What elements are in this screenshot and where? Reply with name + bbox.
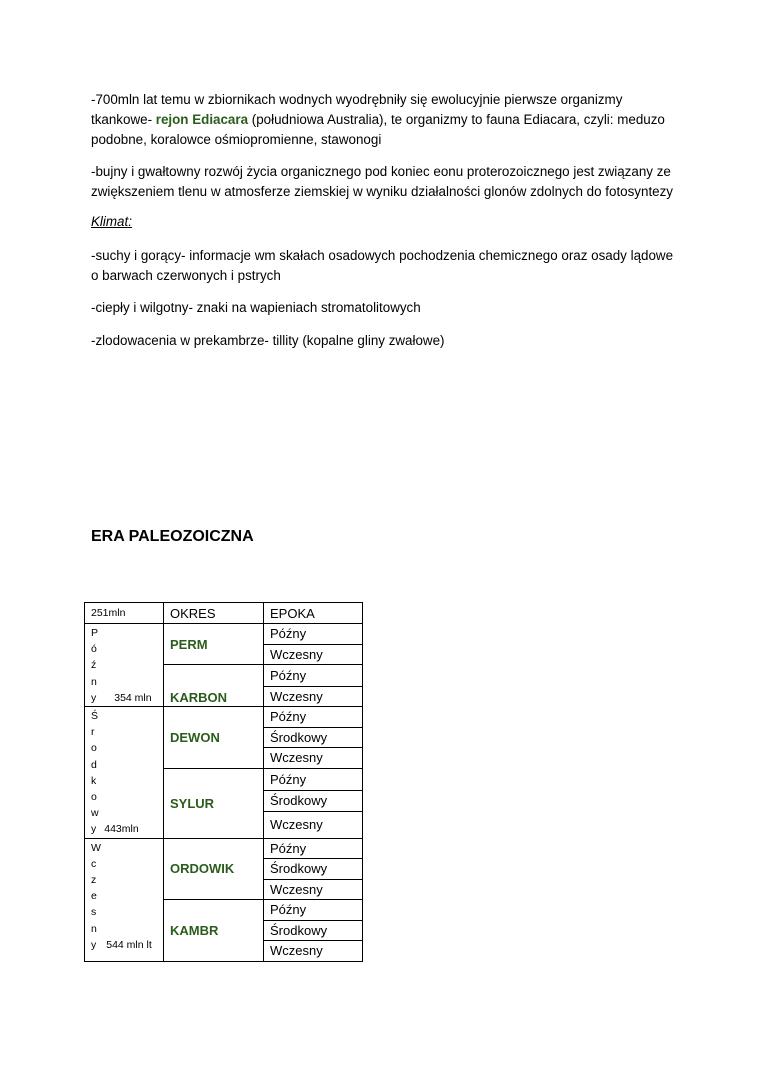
table-row <box>85 707 363 728</box>
period-dewon: DEWON <box>164 707 264 769</box>
vertical-letter: Ś <box>91 710 99 723</box>
table-row <box>85 838 363 859</box>
epoch-cell: Środkowy <box>264 791 363 812</box>
epoch-cell: Środkowy <box>264 859 363 880</box>
paragraph-climat-dry: -suchy i gorący- informacje wm skałach osadowych pochodzenia chemicznego oraz osady lądowe o barwach czerwonych i pstrych <box>91 248 674 283</box>
boundary-age: 544 mln lt <box>106 938 152 951</box>
epoch-cell: Wczesny <box>264 811 363 838</box>
epoch-cell: Późny <box>264 665 363 687</box>
epoch-cell: Późny <box>264 624 363 645</box>
vertical-letter: o <box>91 742 97 755</box>
vertical-letter: w <box>91 807 99 820</box>
group-pozny <box>85 624 164 707</box>
boundary-age: 443mln <box>104 823 139 836</box>
vertical-letter: n <box>91 675 97 688</box>
epoch-cell: Wczesny <box>264 686 363 707</box>
group-srodkowy <box>85 707 164 839</box>
header-okres: OKRES <box>164 603 264 624</box>
epoch-cell: Środkowy <box>264 920 363 941</box>
vertical-letter: k <box>91 774 97 787</box>
vertical-letter: y <box>91 938 97 951</box>
group-wczesny <box>85 838 164 961</box>
vertical-letter: W <box>91 841 101 854</box>
period-perm: PERM <box>164 624 264 665</box>
vertical-letter: e <box>91 890 97 903</box>
vertical-letter: y <box>91 691 97 704</box>
epoch-cell: Wczesny <box>264 644 363 665</box>
vertical-letter: ó <box>91 643 97 656</box>
epoch-cell: Środkowy <box>264 727 363 748</box>
epoch-cell: Późny <box>264 900 363 921</box>
epoch-cell: Wczesny <box>264 879 363 900</box>
paragraph-text: -700mln lat temu w zbiornikach wodnych wyodrębniły się ewolucyjnie pierwsze organizmy tkankowe- <box>91 92 623 127</box>
vertical-letter: n <box>91 922 97 935</box>
epoch-cell: Późny <box>264 838 363 859</box>
epoch-cell: Późny <box>264 768 363 791</box>
klimat-heading: Klimat: <box>91 214 132 229</box>
highlight-ediacara: rejon Ediacara <box>155 112 249 127</box>
era-title: ERA PALEOZOICZNA <box>91 528 254 545</box>
table-row <box>85 624 363 645</box>
period-sylur: SYLUR <box>164 768 264 838</box>
vertical-letter: d <box>91 758 97 771</box>
boundary-age: 354 mln <box>114 691 152 704</box>
vertical-letter: ź <box>91 659 97 672</box>
period-table <box>84 602 363 962</box>
vertical-letter: z <box>91 874 97 887</box>
period-karbon: KARBON <box>164 665 264 707</box>
table-header-row <box>85 603 363 624</box>
epoch-cell: Późny <box>264 707 363 728</box>
header-epoka: EPOKA <box>264 603 363 624</box>
period-kambr: KAMBR <box>164 900 264 962</box>
paragraph-life-development: -bujny i gwałtowny rozwój życia organicznego pod koniec eonu proterozoicznego jest związany ze zwiększeniem tlenu w atmosferze ziemskiej w wyniku działalności glonów zdolnych do fotosyntezy <box>91 164 674 199</box>
paragraph-glaciation: -zlodowacenia w prekambrze- tillity (kopalne gliny zwałowe) <box>91 333 445 348</box>
epoch-cell: Wczesny <box>264 748 363 769</box>
vertical-letter: o <box>91 791 97 804</box>
vertical-letter: P <box>91 627 99 639</box>
vertical-letter: y <box>91 823 97 836</box>
epoch-cell: Wczesny <box>264 941 363 962</box>
vertical-letter: c <box>91 857 97 870</box>
vertical-letter: s <box>91 906 97 919</box>
vertical-letter: r <box>91 726 95 739</box>
paragraph-climat-warm: -ciepły i wilgotny- znaki na wapieniach stromatolitowych <box>91 300 421 315</box>
header-mln: 251mln <box>85 603 164 624</box>
period-ordowik: ORDOWIK <box>164 838 264 900</box>
paragraph-text: (południowa Australia), te organizmy to fauna Ediacara, czyli: meduzo podobne, koralowce ośmiopromienne, stawonogi <box>91 112 665 147</box>
paragraph-ediacara <box>91 90 681 150</box>
